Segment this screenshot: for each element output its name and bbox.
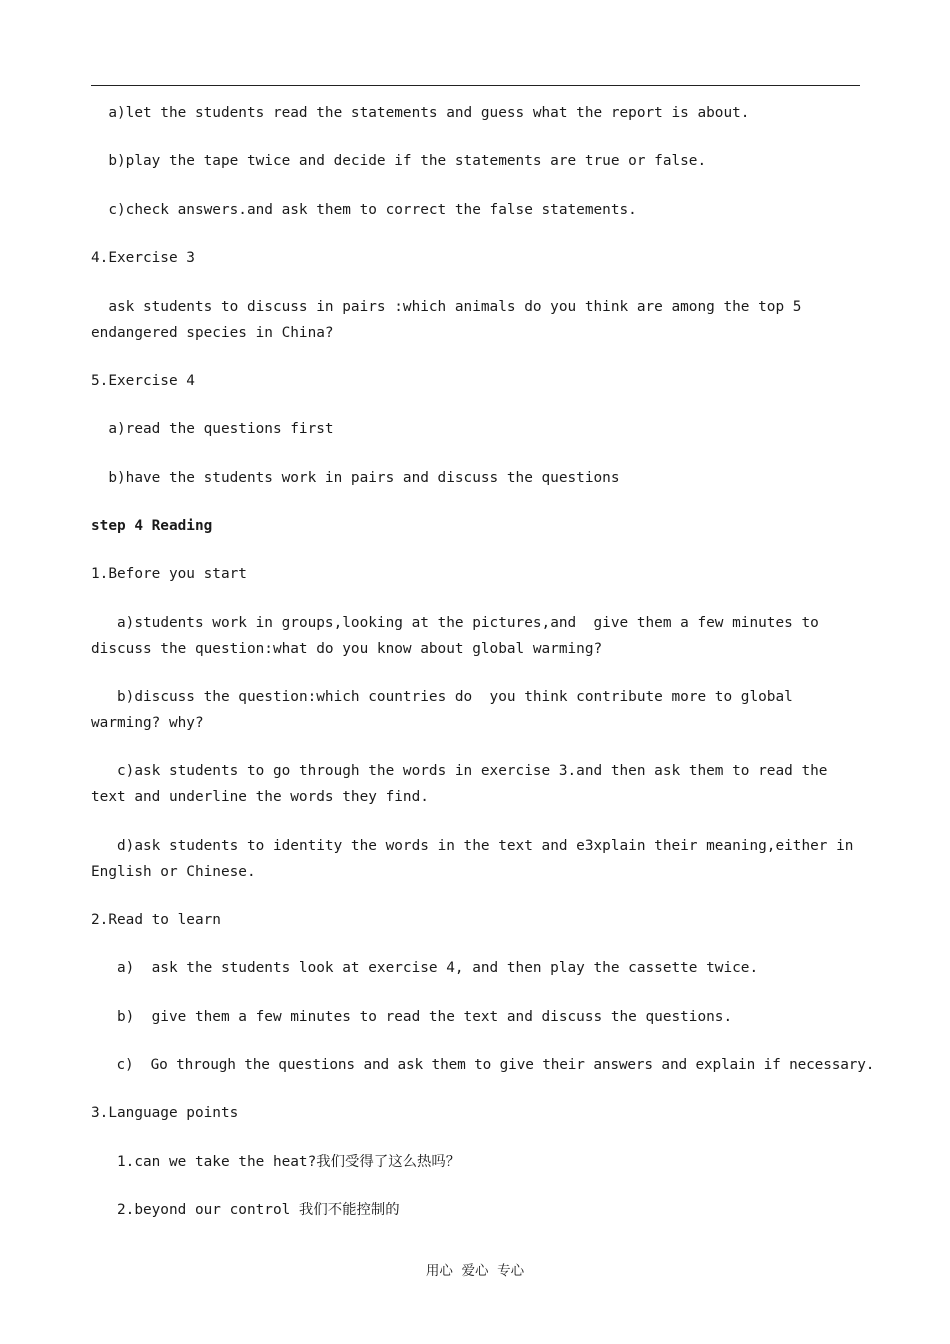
step-3a-line: a)let the students read the statements and guess what the report is about. [91,105,750,121]
read-to-learn-b-line: b) give them a few minutes to read the text and discuss the questions. [91,1009,733,1025]
exercise-4-heading: 5.Exercise 4 [91,373,195,389]
exercise-3-text: ask students to discuss in pairs :which animals do you think are among the top 5 endangered species in China? [91,299,811,341]
before-start-a-text: a)students work in groups,looking at the pictures,and give them a few minutes to discuss the question:what do you know about global warming? [91,615,828,657]
before-start-d-text: d)ask students to identity the words in the text and e3xplain their meaning,either in English or Chinese. [91,838,863,880]
section-heading-step-4: step 4 Reading [91,518,213,534]
exercise-4b-line: b)have the students work in pairs and discuss the questions [91,470,620,486]
before-you-start-heading: 1.Before you start [91,566,247,582]
language-point-2: 2.beyond our control 我们不能控制的 [91,1202,400,1218]
read-to-learn-heading: 2.Read to learn [91,912,221,928]
header-rule [91,85,860,86]
language-point-1: 1.can we take the heat?我们受得了这么热吗？ [91,1154,461,1170]
page-footer: 用心 爱心 专心 [425,1263,525,1279]
step-3b-line: b)play the tape twice and decide if the statements are true or false. [91,153,707,169]
before-start-b-text: b)discuss the question:which countries do you think contribute more to global warming? why? [91,689,802,731]
read-to-learn-c-line: c) Go through the questions and ask them to give their answers and explain if necessary. [91,1057,875,1073]
before-start-c-text: c)ask students to go through the words in exercise 3.and then ask them to read the text and underline the words they find. [91,763,837,805]
language-points-heading: 3.Language points [91,1105,239,1121]
exercise-4a-line: a)read the questions first [91,421,334,437]
exercise-3-heading: 4.Exercise 3 [91,250,195,266]
read-to-learn-a-line: a) ask the students look at exercise 4, and then play the cassette twice. [91,960,759,976]
step-3c-line: c)check answers.and ask them to correct the false statements. [91,202,637,218]
